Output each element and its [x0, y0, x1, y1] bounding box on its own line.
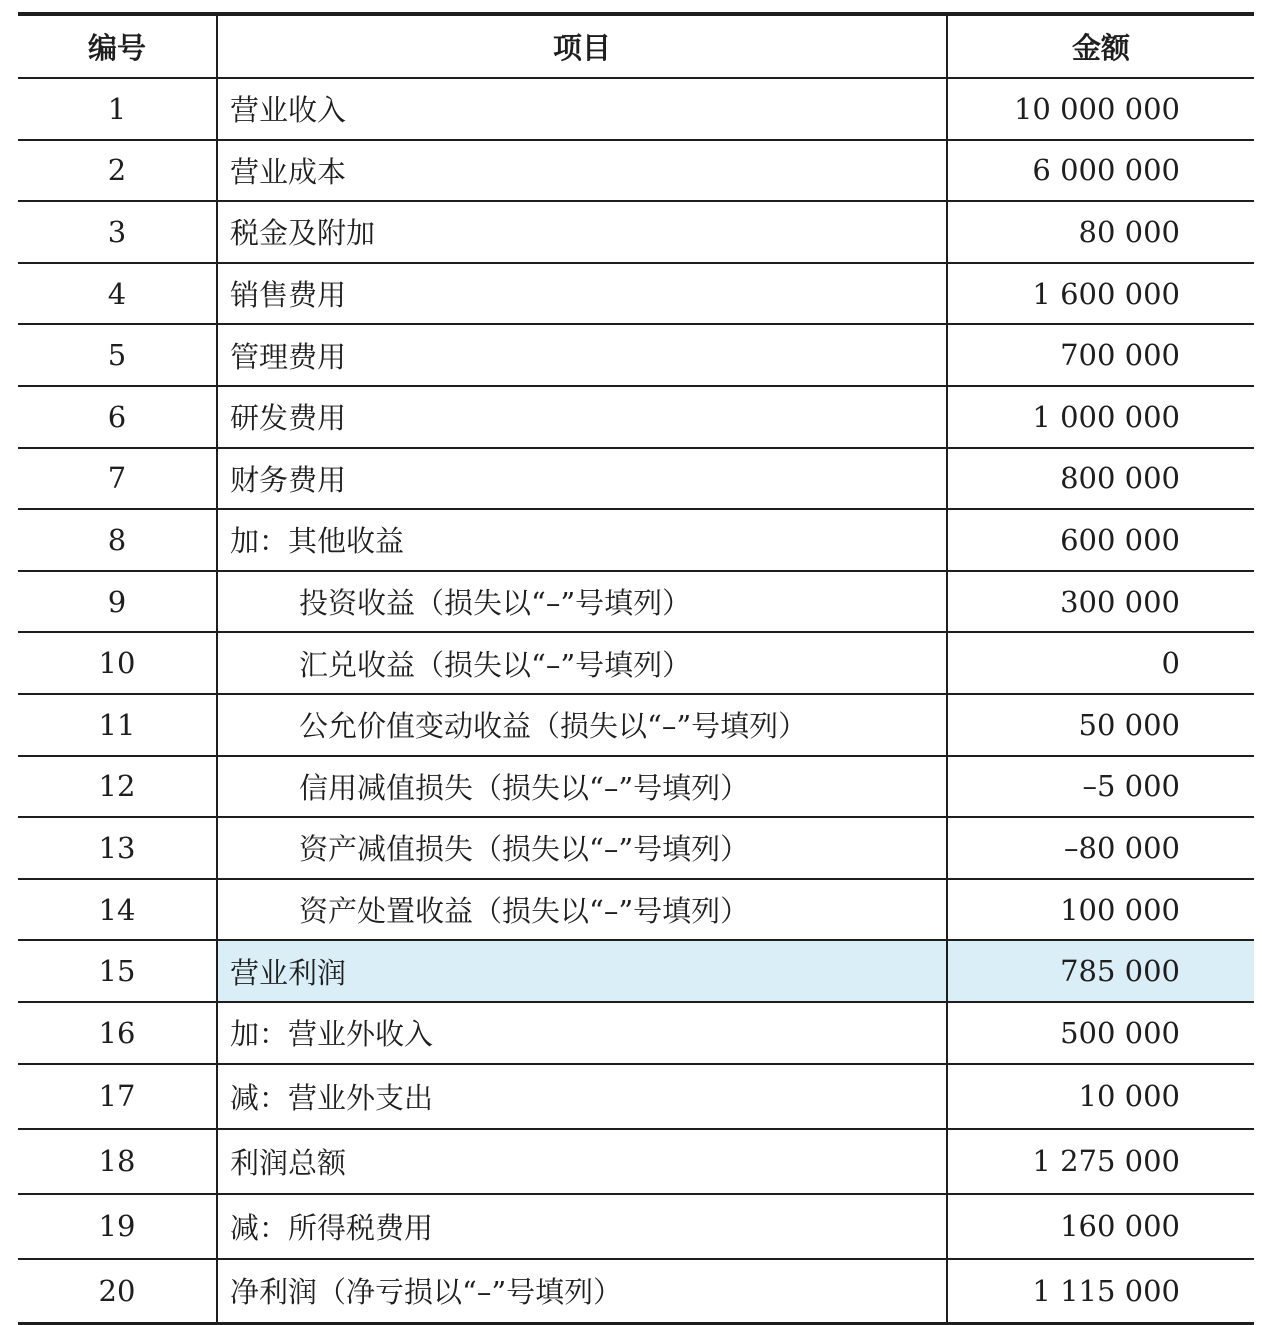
row-number: 9: [18, 571, 217, 633]
row-amount: 500 000: [947, 1002, 1254, 1064]
row-amount: 1 000 000: [947, 386, 1254, 448]
table-row: [18, 756, 1254, 818]
row-item: 税金及附加: [217, 201, 947, 263]
row-number: 4: [18, 263, 217, 325]
row-amount: 300 000: [947, 571, 1254, 633]
row-item: 财务费用: [217, 448, 947, 510]
row-number: 8: [18, 509, 217, 571]
table-row: [18, 140, 1254, 202]
row-number: 15: [18, 940, 217, 1002]
row-number: 12: [18, 756, 217, 818]
row-item: 加：其他收益: [217, 509, 947, 571]
table-row: [18, 1064, 1254, 1129]
row-number: 14: [18, 879, 217, 941]
row-item: 减：所得税费用: [217, 1194, 947, 1259]
table-row: [18, 324, 1254, 386]
row-amount: 600 000: [947, 509, 1254, 571]
row-amount: 785 000: [947, 940, 1254, 1002]
row-amount: 10 000 000: [947, 78, 1254, 140]
header-number: 编号: [18, 14, 217, 78]
row-number: 20: [18, 1259, 217, 1324]
table-row: [18, 571, 1254, 633]
row-item: 销售费用: [217, 263, 947, 325]
table-row: [18, 1002, 1254, 1064]
row-number: 10: [18, 632, 217, 694]
row-amount: 700 000: [947, 324, 1254, 386]
row-amount: 160 000: [947, 1194, 1254, 1259]
table-row: [18, 817, 1254, 879]
row-number: 5: [18, 324, 217, 386]
table-row: [18, 694, 1254, 756]
row-number: 17: [18, 1064, 217, 1129]
row-amount: 50 000: [947, 694, 1254, 756]
row-number: 16: [18, 1002, 217, 1064]
row-number: 18: [18, 1129, 217, 1194]
row-item: 净利润（净亏损以“–”号填列）: [217, 1259, 947, 1324]
row-amount: 10 000: [947, 1064, 1254, 1129]
row-item: 减：营业外支出: [217, 1064, 947, 1129]
row-item: 投资收益（损失以“–”号填列）: [217, 571, 947, 633]
table-row: [18, 201, 1254, 263]
row-number: 1: [18, 78, 217, 140]
table-row: [18, 78, 1254, 140]
row-item: 加：营业外收入: [217, 1002, 947, 1064]
row-amount: 6 000 000: [947, 140, 1254, 202]
row-item: 利润总额: [217, 1129, 947, 1194]
row-number: 7: [18, 448, 217, 510]
row-item: 信用减值损失（损失以“–”号填列）: [217, 756, 947, 818]
row-amount: 800 000: [947, 448, 1254, 510]
row-number: 19: [18, 1194, 217, 1259]
table-row: [18, 632, 1254, 694]
row-amount: 1 275 000: [947, 1129, 1254, 1194]
row-item: 公允价值变动收益（损失以“–”号填列）: [217, 694, 947, 756]
row-item: 营业收入: [217, 78, 947, 140]
row-item: 资产减值损失（损失以“–”号填列）: [217, 817, 947, 879]
table-row: [18, 1194, 1254, 1259]
row-item: 营业成本: [217, 140, 947, 202]
table-row: [18, 879, 1254, 941]
row-number: 13: [18, 817, 217, 879]
row-item: 资产处置收益（损失以“–”号填列）: [217, 879, 947, 941]
row-number: 6: [18, 386, 217, 448]
row-amount: 0: [947, 632, 1254, 694]
row-amount: 100 000: [947, 879, 1254, 941]
row-item: 管理费用: [217, 324, 947, 386]
row-number: 11: [18, 694, 217, 756]
header-item: 项目: [217, 14, 947, 78]
row-number: 2: [18, 140, 217, 202]
table-row: [18, 1259, 1254, 1324]
table-row: [18, 509, 1254, 571]
row-item: 研发费用: [217, 386, 947, 448]
header-amount: 金额: [947, 14, 1254, 78]
row-amount: –80 000: [947, 817, 1254, 879]
row-amount: 1 600 000: [947, 263, 1254, 325]
row-item: 营业利润: [217, 940, 947, 1002]
row-item: 汇兑收益（损失以“–”号填列）: [217, 632, 947, 694]
table-row: [18, 448, 1254, 510]
row-amount: 80 000: [947, 201, 1254, 263]
row-amount: 1 115 000: [947, 1259, 1254, 1324]
row-number: 3: [18, 201, 217, 263]
income-statement-table: [18, 12, 1254, 1325]
table-row: [18, 386, 1254, 448]
row-amount: –5 000: [947, 756, 1254, 818]
table-row-highlighted: [18, 940, 1254, 1002]
table-row: [18, 1129, 1254, 1194]
header-row: [18, 14, 1254, 78]
table-row: [18, 263, 1254, 325]
